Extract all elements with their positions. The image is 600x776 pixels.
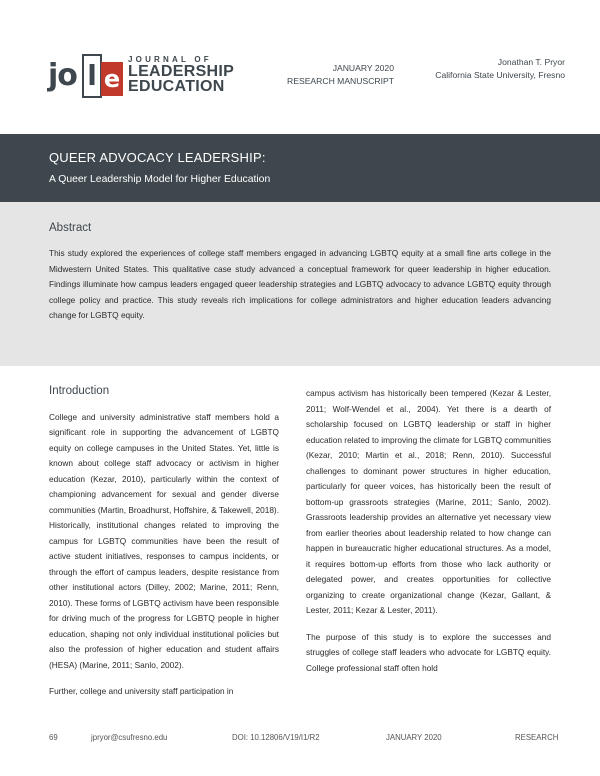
footer-date: JANUARY 2020 (386, 733, 442, 742)
introduction-paragraph-3: campus activism has historically been tempered (Kezar & Lester, 2011; Wolf-Wendel et al., 2004). Yet there is a dearth of scholarship focused on LGBTQ leadership or staff in higher education related to improving the climate for LGBTQ communities (Kezar, 2010; Martin et al., 2018; Renn, 2010). Successful challenges to dominant power structures in higher education, particularly for queer voices, has historically been the result of bottom-up grassroots strategies (Marine, 2011; Sanlo, 2002). Grassroots leadership provides an alternative yet necessary view from earlier theories about leadership related to how change can happen in bureaucratic higher educational structures. As a model, it requires bottom-up efforts from those who lack authority or delegated power, and creates opportunities for collective organizing to create organizational change (Kezar, Gallant, & Lester, 2011; Kezar & Lester, 2011). (306, 388, 551, 615)
body-column-right (306, 386, 551, 687)
author-affiliation: California State University, Fresno (435, 70, 565, 80)
logo-mark-l: l (87, 59, 97, 92)
paper-title: QUEER ADVOCACY LEADERSHIP: (49, 150, 266, 165)
logo-mark-e: e (103, 65, 121, 93)
abstract-heading: Abstract (49, 222, 92, 234)
author-name: Jonathan T. Pryor (497, 57, 565, 67)
introduction-paragraph-1: College and university administrative staff members hold a significant role in supporting the advancement of LGBTQ equity on college campuses in the United States. Yet, little is known about college staff advocacy or activism in higher education (Kezar, 2010), particularly within the context of championing advancement for sexual and gender diverse communities (Martin, Broadhurst, Hoffshire, & Takewell, 2018). Historically, institutional changes related to improving the campus for LGBTQ communities have been the result of active student initiatives, responses to campus incidents, or through the effort of campus leaders, despite resistance from other institutional actors (Dilley, 2002; Marine, 2011; Renn, 2010). These forms of LGBTQ activism have been responsible for driving much of the progress for LGBTQ people in higher education, shaping not only individual institutional policies but also the profession of higher education and student affairs (HESA) (Marine, 2011; Sanlo, 2002). (49, 411, 279, 670)
introduction-paragraph-4: The purpose of this study is to explore the successes and struggles of college staff leaders who advocate for LGBTQ equity. College professional staff often hold (306, 631, 551, 673)
logo-line-education: EDUCATION (128, 78, 225, 95)
issue-type: RESEARCH MANUSCRIPT (287, 76, 394, 86)
logo-line-leadership: LEADERSHIP (128, 63, 235, 80)
body-column-left (49, 384, 279, 711)
logo-mark-e-box (101, 62, 123, 96)
footer-doi[interactable]: DOI: 10.12806/V19/I1/R2 (232, 733, 320, 742)
introduction-paragraph-2: Further, college and university staff participation in (49, 686, 234, 696)
logo-mark-jo: jo (48, 58, 77, 93)
logo-wordmark (128, 55, 234, 94)
logo-line-journal-of: JOURNAL OF (128, 55, 212, 64)
title-band (0, 134, 600, 202)
journal-logo (48, 54, 120, 98)
logo-mark-l-box (82, 54, 102, 98)
issue-info (286, 62, 394, 88)
page-footer (0, 733, 600, 747)
author-info (400, 56, 565, 82)
logo-mark (48, 54, 120, 98)
footer-article-type: RESEARCH (515, 733, 559, 742)
paper-subtitle: A Queer Leadership Model for Higher Education (49, 174, 271, 185)
issue-date: JANUARY 2020 (332, 63, 394, 73)
abstract-text: This study explored the experiences of college staff members engaged in advancing LGBTQ equity at a small fine arts college in the Midwestern United States. This qualitative case study advanced a conceptual framework for queer leadership in higher education. Findings illuminate how campus leaders engaged queer leadership strategies and LGBTQ advocacy to advance LGBTQ equity through college policy and practice. This study reveals rich implications for college administrators and higher education leaders advancing change for LGBTQ equity. (49, 248, 551, 320)
footer-email[interactable]: jpryor@csufresno.edu (91, 733, 168, 742)
footer-page-number: 69 (49, 733, 58, 742)
introduction-heading: Introduction (49, 385, 110, 397)
abstract-section (0, 202, 600, 366)
